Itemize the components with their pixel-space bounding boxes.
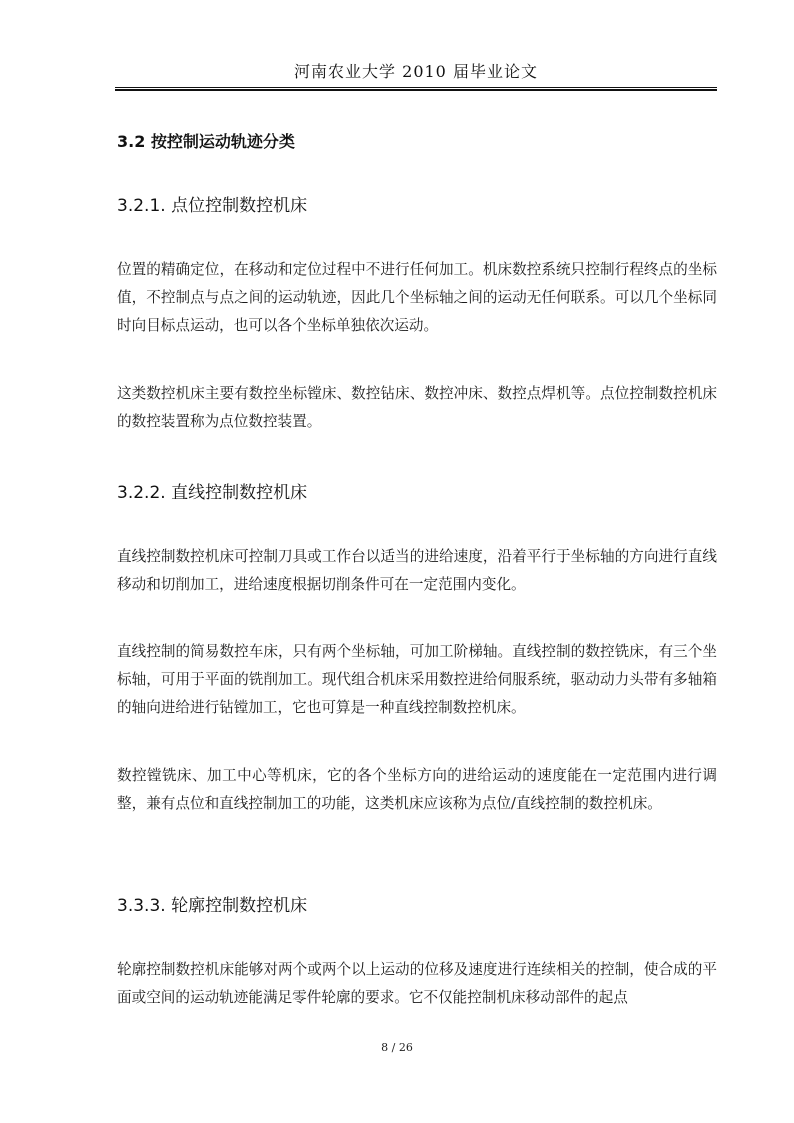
section-heading-3-2-2: 3.2.2. 直线控制数控机床 [117,483,308,503]
paragraph: 这类数控机床主要有数控坐标镗床、数控钻床、数控冲床、数控点焊机等。点位控制数控机床的数控装置称为点位数控装置。 [117,385,717,430]
section-heading-3-3-3: 3.3.3. 轮廓控制数控机床 [117,896,308,916]
paragraph: 轮廓控制数控机床能够对两个或两个以上运动的位移及速度进行连续相关的控制，使合成的平面或空间的运动轨迹能满足零件轮廓的要求。它不仅能控制机床移动部件的起点 [117,961,717,1006]
header-rule-thin [115,87,717,88]
running-header: 河南农业大学 2010 届毕业论文 [294,62,538,81]
section-heading-3-2: 3.2 按控制运动轨迹分类 [117,132,295,151]
paragraph: 数控镗铣床、加工中心等机床，它的各个坐标方向的进给运动的速度能在一定范围内进行调整，兼有点位和直线控制加工的功能，这类机床应该称为点位/直线控制的数控机床。 [117,767,717,812]
page-number: 8 / 26 [381,1041,413,1054]
paragraph: 直线控制数控机床可控制刀具或工作台以适当的进给速度，沿着平行于坐标轴的方向进行直线移动和切削加工，进给速度根据切削条件可在一定范围内变化。 [117,548,717,593]
paragraph: 位置的精确定位，在移动和定位过程中不进行任何加工。机床数控系统只控制行程终点的坐标值，不控制点与点之间的运动轨迹，因此几个坐标轴之间的运动无任何联系。可以几个坐标同时向目标点运动，也可以各个坐标单独依次运动。 [117,261,717,334]
section-heading-3-2-1: 3.2.1. 点位控制数控机床 [117,196,308,216]
header-rule-thick [115,89,717,91]
paragraph: 直线控制的简易数控车床，只有两个坐标轴，可加工阶梯轴。直线控制的数控铣床，有三个坐标轴，可用于平面的铣削加工。现代组合机床采用数控进给伺服系统，驱动动力头带有多轴箱的轴向进给进行钻镗加工，它也可算是一种直线控制数控机床。 [117,643,717,716]
